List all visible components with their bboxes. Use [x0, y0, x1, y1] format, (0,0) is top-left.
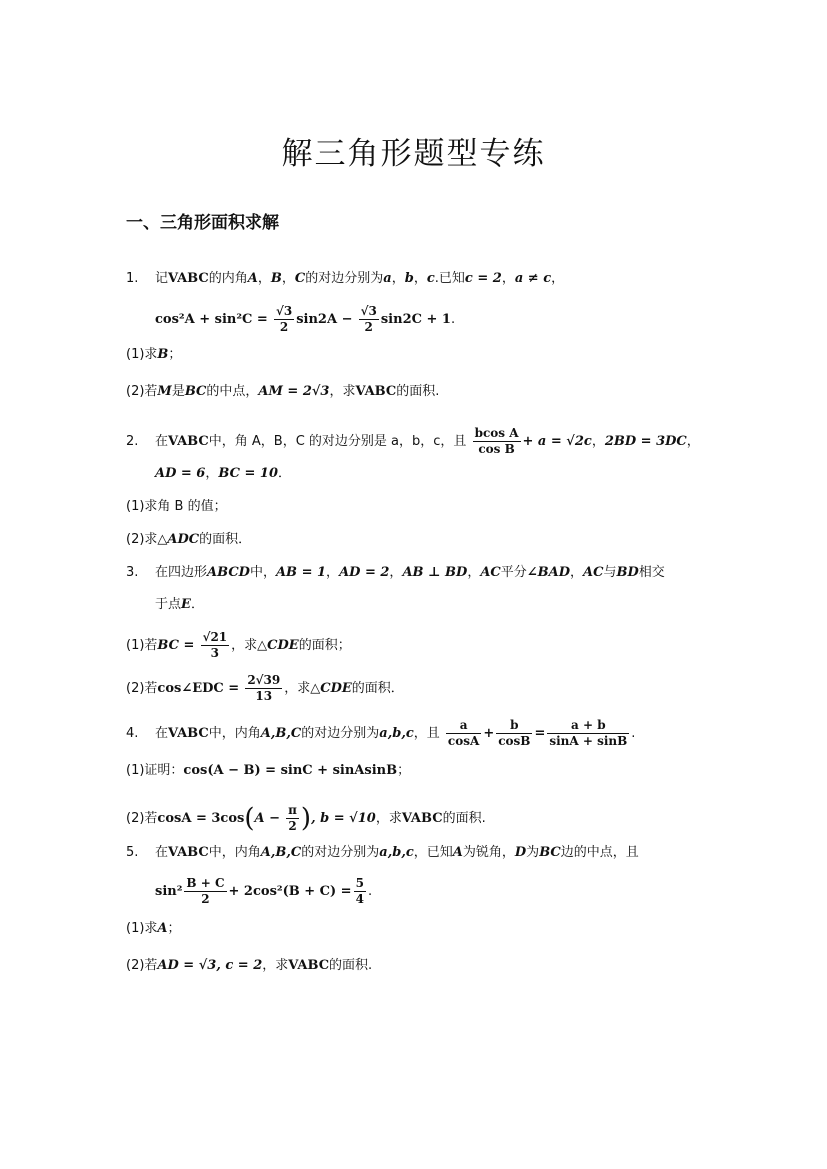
problem-5-question-1: (1)求A； — [126, 921, 181, 936]
problem-5-question-2: (2)若AD = √3, c = 2，求VABC的面积. — [126, 958, 373, 973]
problem-1-line-1: 1. 记VABC的内角A，B，C的对边分别为a，b，c.已知c = 2，a ≠ c， — [126, 271, 565, 286]
fraction: $\frac{b}{\cos B}$ — [498, 718, 531, 748]
fraction: $\frac{√3}{2}$ — [275, 304, 293, 334]
problem-3-question-2: (2)若cos∠EDC = $\frac{2√39}{13}$ ，求△CDE的面积． — [126, 673, 404, 703]
problem-1-question-2: (2)若M是BC的中点，AM = 2√3，求VABC的面积. — [126, 384, 440, 399]
problem-2-question-1: (1)求角 B 的值； — [126, 499, 227, 514]
section-heading: 一、三角形面积求解 — [126, 213, 279, 233]
problem-2-line-1: 2. 在VABC中，角 A，B，C 的对边分别是 a，b，c，且 $\frac{\text{bcos A}}{\text{cos B}}$ + a = √2c，2BD = 3DC， — [126, 426, 700, 456]
problem-4-question-2: (2)若cosA = 3cos(A − $\frac{\pi}{2}$ ), b = √10，求VABC的面积. — [126, 803, 486, 834]
problem-3-line-2: 于点E． — [155, 597, 204, 612]
fraction: $\frac{2√39}{13}$ — [247, 673, 281, 703]
problem-3-line-1: 3. 在四边形ABCD中，AB = 1，AD = 2，AB ⊥ BD，AC平分∠BAD，AC与BD相交 — [126, 565, 665, 580]
problem-2-line-2: AD = 6，BC = 10． — [155, 466, 292, 481]
fraction: $\frac{\pi}{2}$ — [288, 803, 297, 833]
problem-1-equation: cos²A + sin²C = $\frac{√3}{2}$ sin2A − $\frac{√3}{2}$ sin2C + 1. — [155, 304, 456, 334]
fraction: $\frac{5}{4}$ — [355, 876, 364, 906]
document-title: 解三角形题型专练 — [281, 136, 546, 172]
problem-4-line-1: 4. 在VABC中，内角A,B,C的对边分别为a,b,c，且 $\frac{a}{\cos A}$ + $\frac{b}{\cos B}$ = $\frac{a + b}{\sin A + \sin B}$ . — [126, 718, 636, 748]
fraction: $\frac{\text{bcos A}}{\text{cos B}}$ — [474, 426, 519, 456]
fraction: $\frac{a}{\cos A}$ — [447, 718, 480, 748]
problem-2-question-2: (2)求△ADC的面积． — [126, 532, 252, 547]
fraction: $\frac{B + C}{2}$ — [186, 876, 225, 906]
problem-3-question-1: (1)若BC = $\frac{√21}{3}$ ，求△CDE的面积； — [126, 630, 351, 660]
fraction: $\frac{√3}{2}$ — [360, 304, 377, 334]
fraction: $\frac{√21}{3}$ — [202, 630, 228, 660]
problem-4-question-1: (1)证明：cos(A − B) = sinC + sinAsinB； — [126, 763, 411, 778]
problem-5-line-1: 5. 在VABC中，内角A,B,C的对边分别为a,b,c，已知A为锐角，D为BC边的中点，且 — [126, 845, 639, 860]
problem-1-question-1: (1)求B； — [126, 347, 182, 362]
fraction: $\frac{a + b}{\sin A + \sin B}$ — [549, 718, 628, 748]
problem-5-equation: sin² $\frac{B + C}{2}$ + 2cos²(B + C) = $\frac{5}{4}$ . — [155, 876, 373, 906]
